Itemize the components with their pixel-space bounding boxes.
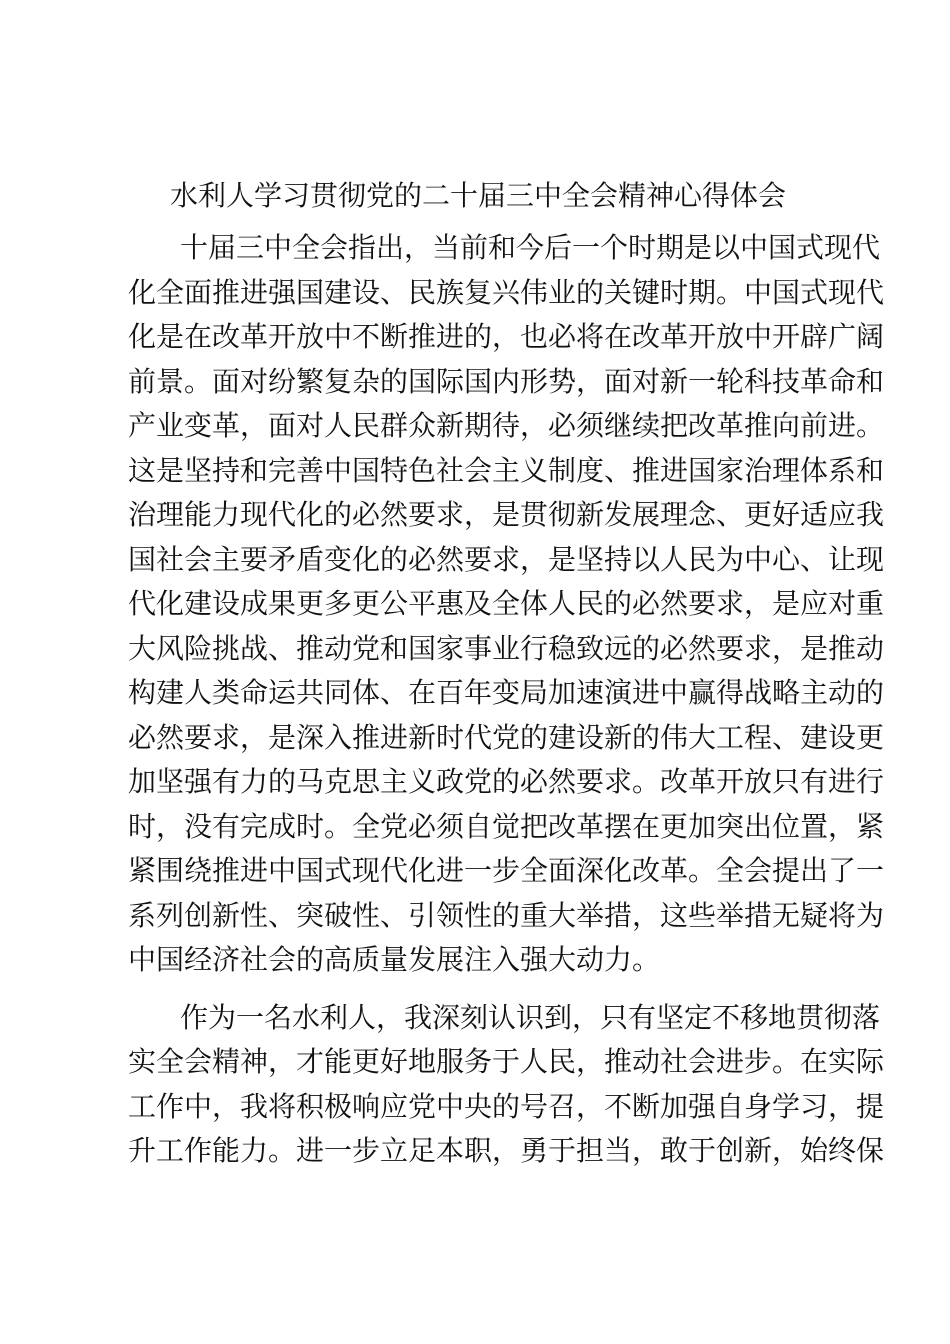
paragraph-line: 系列创新性、突破性、引领性的重大举措，这些举措无疑将为 — [128, 898, 885, 932]
paragraph-line: 国社会主要矛盾变化的必然要求，是坚持以人民为中心、让现 — [128, 542, 885, 576]
paragraph-1 — [128, 226, 885, 983]
paragraph-2 — [128, 996, 885, 1174]
paragraph-line: 大风险挑战、推动党和国家事业行稳致远的必然要求，是推动 — [128, 631, 885, 665]
paragraph-line: 工作中，我将积极响应党中央的号召，不断加强自身学习，提 — [128, 1089, 885, 1123]
paragraph-line: 中国经济社会的高质量发展注入强大动力。 — [128, 943, 661, 976]
paragraph-line: 紧围绕推进中国式现代化进一步全面深化改革。全会提出了一 — [128, 854, 885, 887]
paragraph-line: 十届三中全会指出，当前和今后一个时期是以中国式现代 — [180, 231, 881, 264]
paragraph-line: 化全面推进强国建设、民族复兴伟业的关键时期。中国式现代 — [128, 275, 885, 309]
paragraph-line: 必然要求，是深入推进新时代党的建设新的伟大工程、建设更 — [128, 720, 885, 754]
paragraph-line: 时，没有完成时。全党必须自觉把改革摆在更加突出位置，紧 — [128, 809, 885, 843]
document-body — [128, 226, 885, 1174]
paragraph-line: 产业变革，面对人民群众新期待，必须继续把改革推向前进。 — [128, 409, 885, 442]
paragraph-line: 实全会精神，才能更好地服务于人民，推动社会进步。在实际 — [128, 1045, 885, 1078]
paragraph-line: 这是坚持和完善中国特色社会主义制度、推进国家治理体系和 — [128, 453, 885, 487]
paragraph-line: 代化建设成果更多更公平惠及全体人民的必然要求，是应对重 — [128, 587, 885, 620]
paragraph-line: 治理能力现代化的必然要求，是贯彻新发展理念、更好适应我 — [128, 498, 885, 531]
paragraph-line: 前景。面对纷繁复杂的国际国内形势，面对新一轮科技革命和 — [128, 364, 885, 398]
paragraph-line: 升工作能力。进一步立足本职，勇于担当，敢于创新，始终保 — [128, 1134, 885, 1167]
paragraph-line: 构建人类命运共同体、在百年变局加速演进中赢得战略主动的 — [128, 676, 885, 709]
paragraph-line: 加坚强有力的马克思主义政党的必然要求。改革开放只有进行 — [128, 765, 885, 798]
paragraph-line: 化是在改革开放中不断推进的，也必将在改革开放中开辟广阔 — [128, 320, 885, 353]
document-title: 水利人学习贯彻党的二十届三中全会精神心得体会 — [169, 179, 786, 212]
paragraph-line: 作为一名水利人，我深刻认识到，只有坚定不移地贯彻落 — [180, 1000, 881, 1034]
